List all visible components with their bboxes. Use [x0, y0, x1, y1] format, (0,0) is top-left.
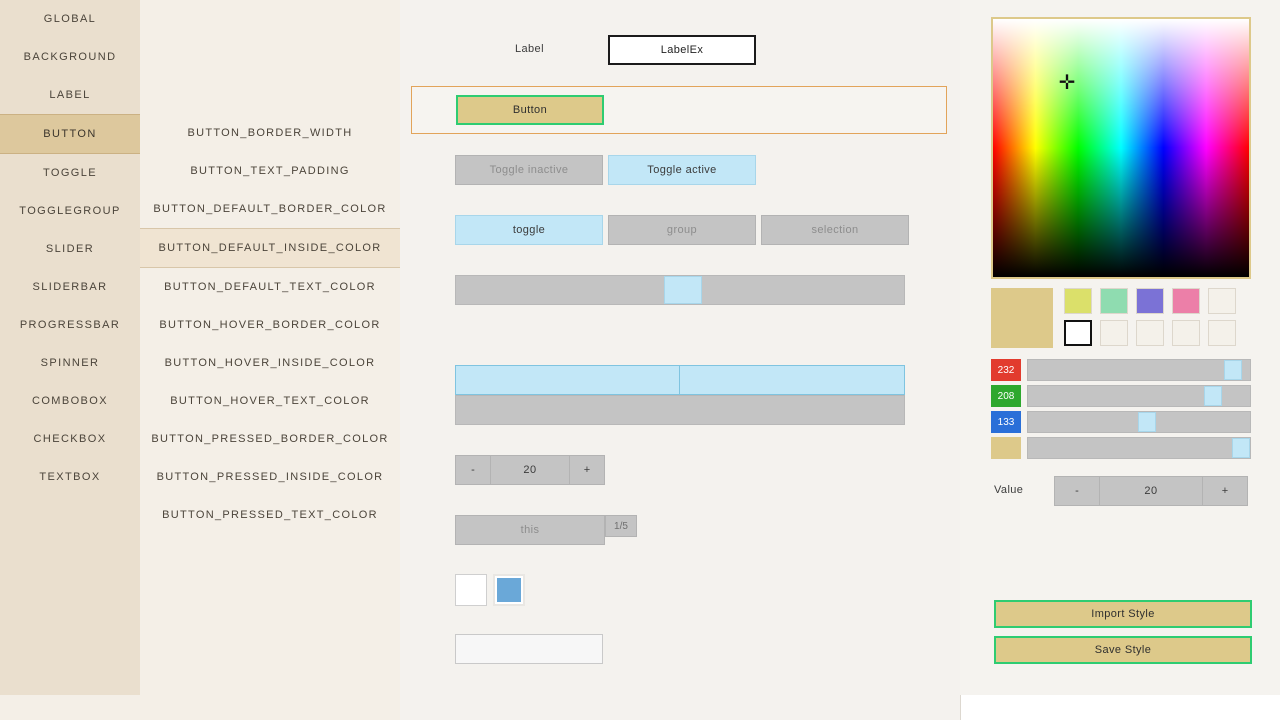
channel-blue-slider[interactable]	[1027, 411, 1251, 433]
save-style-label: Save Style	[1094, 644, 1152, 656]
channel-alpha-value	[991, 437, 1021, 459]
bottom-strip	[0, 695, 1280, 720]
preview-togglegroup-label-2: selection	[811, 224, 859, 236]
property-item-button-pressed-inside-color[interactable]: BUTTON_PRESSED_INSIDE_COLOR	[156, 471, 384, 483]
preview-panel	[400, 0, 961, 695]
preview-togglegroup-item-selection[interactable]	[761, 215, 909, 245]
slider-knob[interactable]	[664, 276, 702, 304]
preview-labelex-text: LabelEx	[660, 44, 704, 56]
value-increment-button[interactable]: +	[1202, 476, 1248, 506]
combobox-value: this	[520, 524, 540, 536]
save-style-button[interactable]	[994, 636, 1252, 664]
property-item-button-default-border-color[interactable]: BUTTON_DEFAULT_BORDER_COLOR	[153, 203, 387, 215]
property-item-button-hover-inside-color[interactable]: BUTTON_HOVER_INSIDE_COLOR	[164, 357, 376, 369]
swatch-8[interactable]	[1172, 320, 1200, 346]
preview-textbox[interactable]	[455, 634, 603, 664]
property-item-button-pressed-text-color[interactable]: BUTTON_PRESSED_TEXT_COLOR	[162, 509, 378, 521]
preview-slider[interactable]	[455, 275, 905, 305]
selected-color-preview	[991, 288, 1053, 348]
property-item-button-default-text-color[interactable]: BUTTON_DEFAULT_TEXT_COLOR	[164, 281, 376, 293]
channel-blue-value: 133	[991, 411, 1021, 433]
combobox-count-badge: 1/5	[605, 515, 637, 537]
property-item-button-border-width[interactable]: BUTTON_BORDER_WIDTH	[187, 127, 353, 139]
sidebar-item-progressbar[interactable]: PROGRESSBAR	[19, 319, 121, 331]
sliderbar-fill	[456, 366, 680, 394]
bottom-strip-middle	[400, 695, 961, 720]
channel-green-knob[interactable]	[1204, 386, 1222, 406]
property-list-spacer	[140, 0, 400, 114]
spinner-increment-button[interactable]: +	[569, 455, 605, 485]
channel-red-slider[interactable]	[1027, 359, 1251, 381]
property-item-button-pressed-border-color[interactable]: BUTTON_PRESSED_BORDER_COLOR	[151, 433, 389, 445]
swatch-6[interactable]	[1100, 320, 1128, 346]
spinner-value[interactable]: 20	[491, 455, 569, 485]
property-item-button-hover-text-color[interactable]: BUTTON_HOVER_TEXT_COLOR	[170, 395, 370, 407]
channel-green-value: 208	[991, 385, 1021, 407]
preview-toggle-inactive[interactable]	[455, 155, 603, 185]
checkbox-check-fill	[495, 576, 523, 604]
preview-button[interactable]	[456, 95, 604, 125]
preview-togglegroup-item-group[interactable]	[608, 215, 756, 245]
swatch-1[interactable]	[1100, 288, 1128, 314]
color-spectrum-area[interactable]	[991, 17, 1251, 279]
sidebar-item-slider[interactable]: SLIDER	[45, 243, 95, 255]
preview-togglegroup-item-toggle[interactable]	[455, 215, 603, 245]
preview-checkbox-unchecked[interactable]	[455, 574, 487, 606]
preview-togglegroup-label-1: group	[666, 224, 698, 236]
swatch-7[interactable]	[1136, 320, 1164, 346]
preview-labelex-box	[608, 35, 756, 65]
sidebar-item-toggle[interactable]: TOGGLE	[42, 167, 98, 179]
channel-alpha-slider[interactable]	[1027, 437, 1251, 459]
value-field[interactable]: 20	[1100, 476, 1202, 506]
sidebar-item-global[interactable]: GLOBAL	[43, 13, 97, 25]
swatch-4[interactable]	[1208, 288, 1236, 314]
swatch-0[interactable]	[1064, 288, 1092, 314]
channel-blue-knob[interactable]	[1138, 412, 1156, 432]
spinner-decrement-button[interactable]: -	[455, 455, 491, 485]
swatch-grid	[1064, 288, 1252, 348]
channel-green-slider[interactable]	[1027, 385, 1251, 407]
property-item-button-text-padding[interactable]: BUTTON_TEXT_PADDING	[190, 165, 350, 177]
property-item-button-hover-border-color[interactable]: BUTTON_HOVER_BORDER_COLOR	[159, 319, 381, 331]
preview-progressbar	[455, 395, 905, 425]
preview-button-label: Button	[512, 104, 548, 116]
preview-toggle-active[interactable]	[608, 155, 756, 185]
swatch-2[interactable]	[1136, 288, 1164, 314]
color-picker-panel	[960, 0, 1280, 695]
preview-label-caption: Label	[515, 43, 544, 55]
channel-alpha-knob[interactable]	[1232, 438, 1250, 458]
value-label: Value	[994, 484, 1024, 496]
preview-toggle-inactive-label: Toggle inactive	[489, 164, 569, 176]
sidebar-item-background[interactable]: BACKGROUND	[23, 51, 117, 63]
sidebar-item-label[interactable]: LABEL	[49, 89, 91, 101]
sidebar-item-togglegroup[interactable]: TOGGLEGROUP	[19, 205, 121, 217]
color-cursor-icon: ✛	[1058, 72, 1076, 94]
category-sidebar	[0, 0, 141, 695]
sidebar-item-sliderbar[interactable]: SLIDERBAR	[32, 281, 108, 293]
sidebar-item-button[interactable]: BUTTON	[0, 114, 140, 154]
swatch-3[interactable]	[1172, 288, 1200, 314]
preview-spinner	[455, 455, 605, 485]
value-decrement-button[interactable]: -	[1054, 476, 1100, 506]
preview-sliderbar[interactable]	[455, 365, 905, 395]
preview-toggle-active-label: Toggle active	[647, 164, 717, 176]
preview-button-frame	[411, 86, 947, 134]
sidebar-item-checkbox[interactable]: CHECKBOX	[33, 433, 107, 445]
sidebar-item-spinner[interactable]: SPINNER	[40, 357, 100, 369]
import-style-button[interactable]	[994, 600, 1252, 628]
property-list-panel	[140, 0, 401, 695]
preview-checkbox-checked[interactable]	[493, 574, 525, 606]
sidebar-item-combobox[interactable]: COMBOBOX	[32, 395, 108, 407]
swatch-9[interactable]	[1208, 320, 1236, 346]
channel-red-value: 232	[991, 359, 1021, 381]
sidebar-item-textbox[interactable]: TEXTBOX	[39, 471, 101, 483]
value-spinner	[1054, 476, 1248, 506]
property-item-button-default-inside-color[interactable]: BUTTON_DEFAULT_INSIDE_COLOR	[140, 228, 400, 268]
channel-red-knob[interactable]	[1224, 360, 1242, 380]
import-style-label: Import Style	[1091, 608, 1155, 620]
bottom-strip-left	[0, 695, 401, 720]
preview-combobox[interactable]	[455, 515, 605, 545]
preview-togglegroup-label-0: toggle	[512, 224, 546, 236]
swatch-5-selected[interactable]	[1064, 320, 1092, 346]
